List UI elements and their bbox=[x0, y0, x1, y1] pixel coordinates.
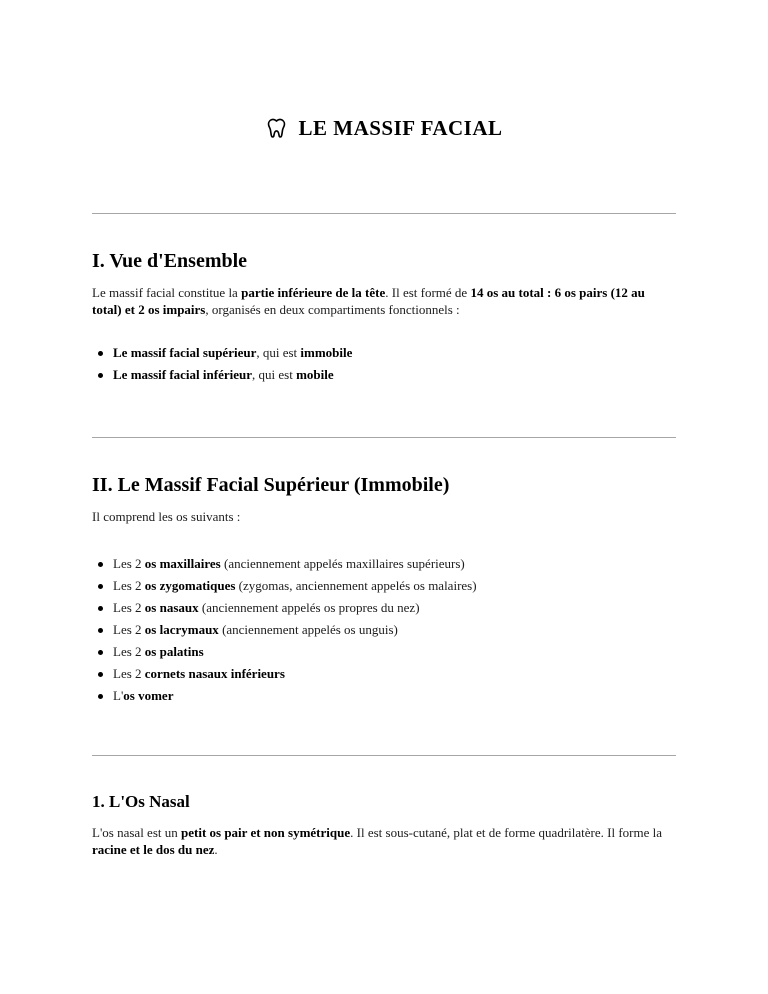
section-heading-superior: II. Le Massif Facial Supérieur (Immobile) bbox=[92, 474, 450, 496]
section-overview bbox=[92, 248, 676, 386]
section-divider bbox=[92, 437, 676, 438]
tooth-icon bbox=[265, 117, 288, 140]
list-item bbox=[92, 342, 676, 364]
nasal-paragraph: L'os nasal est un petit os pair et non symétrique. Il est sous-cutané, plat et de forme quadrilatère. Il forme la racine et le dos du nez. bbox=[92, 825, 662, 857]
section-os-nasal bbox=[92, 790, 676, 858]
bullet-icon bbox=[98, 694, 103, 699]
page-title-text: LE MASSIF FACIAL bbox=[298, 116, 503, 140]
page-title bbox=[92, 114, 676, 142]
list-item bbox=[92, 364, 676, 386]
list-item bbox=[92, 663, 676, 685]
list-item-text: Le massif facial supérieur, qui est immobile bbox=[113, 345, 353, 360]
subsection-heading-nasal: 1. L'Os Nasal bbox=[92, 792, 190, 811]
list-item bbox=[92, 641, 676, 663]
list-item bbox=[92, 553, 676, 575]
list-item-text: L'os vomer bbox=[113, 688, 174, 703]
bullet-icon bbox=[98, 562, 103, 567]
bullet-icon bbox=[98, 650, 103, 655]
bullet-icon bbox=[98, 584, 103, 589]
list-item bbox=[92, 619, 676, 641]
section-divider bbox=[92, 213, 676, 214]
list-item bbox=[92, 575, 676, 597]
superior-bullet-list bbox=[92, 553, 676, 707]
section-heading-overview: I. Vue d'Ensemble bbox=[92, 250, 248, 272]
overview-paragraph: Le massif facial constitue la partie inférieure de la tête. Il est formé de 14 os au total : 6 os pairs (12 au total) et 2 os impairs, organisés en deux compartiments fonctionnels : bbox=[92, 285, 645, 317]
list-item-text: Les 2 os palatins bbox=[113, 644, 204, 659]
overview-bullet-list bbox=[92, 342, 676, 386]
superior-paragraph: Il comprend les os suivants : bbox=[92, 509, 241, 524]
bullet-icon bbox=[98, 672, 103, 677]
bullet-icon bbox=[98, 351, 103, 356]
list-item-text: Le massif facial inférieur, qui est mobile bbox=[113, 367, 334, 382]
list-item bbox=[92, 597, 676, 619]
bullet-icon bbox=[98, 628, 103, 633]
bullet-icon bbox=[98, 373, 103, 378]
list-item bbox=[92, 685, 676, 707]
list-item-text: Les 2 os maxillaires (anciennement appelés maxillaires supérieurs) bbox=[113, 556, 465, 571]
bullet-icon bbox=[98, 606, 103, 611]
section-divider bbox=[92, 755, 676, 756]
list-item-text: Les 2 cornets nasaux inférieurs bbox=[113, 666, 285, 681]
list-item-text: Les 2 os nasaux (anciennement appelés os propres du nez) bbox=[113, 600, 420, 615]
list-item-text: Les 2 os lacrymaux (anciennement appelés os unguis) bbox=[113, 622, 398, 637]
section-superior-massif bbox=[92, 472, 676, 707]
list-item-text: Les 2 os zygomatiques (zygomas, anciennement appelés os malaires) bbox=[113, 578, 477, 593]
